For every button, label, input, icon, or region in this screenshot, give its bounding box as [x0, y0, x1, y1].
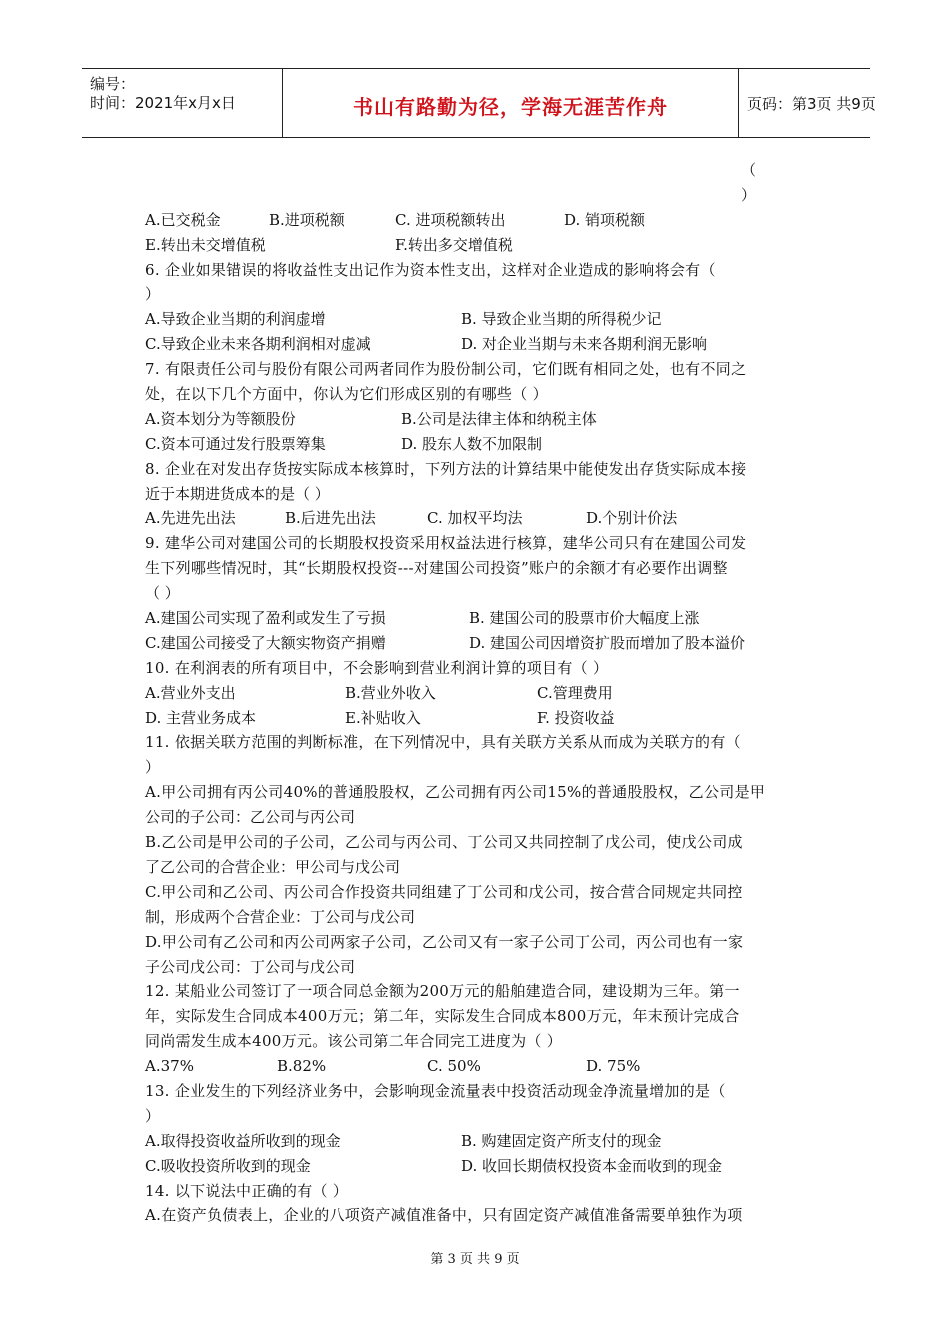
option-a: A.资本划分为等额股份 [145, 409, 296, 428]
option-c: C.管理费用 [537, 683, 613, 702]
option-c: C.甲公司和乙公司、丙公司合作投资共同组建了丁公司和戊公司，按合营合同规定共同控 [145, 882, 743, 901]
option-row [145, 606, 810, 631]
header-page-cell [739, 69, 876, 137]
option-row [145, 1129, 810, 1154]
option-a: A.取得投资收益所收到的现金 [145, 1131, 341, 1150]
option-row [145, 307, 810, 332]
question-10: 10. 在利润表的所有项目中，不会影响到营业利润计算的项目有（ ） [145, 658, 609, 677]
question-6: 6. 企业如果错误的将收益性支出记作为资本性支出，这样对企业造成的影响将会有（ [145, 260, 716, 279]
option-a: A.先进先出法 [145, 509, 236, 528]
option-row [145, 681, 810, 706]
option-c: C.建国公司接受了大额实物资产捐赠 [145, 633, 386, 652]
option-row [145, 506, 810, 531]
option-a: A.甲公司拥有丙公司40%的普通股股权，乙公司拥有丙公司15%的普通股股权，乙公司是甲 [145, 783, 766, 802]
text-line: 同尚需发生成本400万元。该公司第二年合同完工进度为（ ） [145, 1032, 563, 1051]
option-a: A.已交税金 [145, 210, 221, 229]
option-e: E.补贴收入 [345, 708, 421, 727]
option-d: D.个别计价法 [586, 509, 678, 528]
option-a: A.在资产负债表上，企业的八项资产减值准备中，只有固定资产减值准备需要单独作为项 [145, 1206, 743, 1225]
option-row [145, 1054, 810, 1079]
option-d: D. 建国公司因增资扩股而增加了股本溢价 [469, 633, 746, 652]
text-line: ） [145, 758, 161, 777]
option-b: B.公司是法律主体和纳税主体 [401, 409, 597, 428]
page-info: 页码：第3页 共9页 [747, 95, 876, 113]
text-line: （ ） [145, 584, 180, 603]
option-row [145, 1154, 810, 1179]
option-d: D. 75% [586, 1057, 641, 1076]
text-line: 生下列哪些情况时，其“长期股权投资---对建国公司投资”账户的余额才有必要作出调整 [145, 559, 728, 578]
option-c: C. 进项税额转出 [395, 210, 506, 229]
text-line [145, 183, 810, 208]
option-d: D. 收回长期债权投资本金而收到的现金 [461, 1156, 723, 1175]
option-row [145, 407, 810, 432]
option-b: B. 购建固定资产所支付的现金 [461, 1131, 662, 1150]
question-12: 12. 某船业公司签订了一项合同总金额为200万元的船舶建造合同，建设期为三年。第一 [145, 982, 740, 1001]
text-line: 年，实际发生合同成本400万元；第二年，实际发生合同成本800万元，年末预计完成合 [145, 1007, 740, 1026]
option-c: C.吸收投资所收到的现金 [145, 1156, 311, 1175]
option-b: B. 导致企业当期的所得税少记 [461, 310, 662, 329]
option-b: B.乙公司是甲公司的子公司，乙公司与丙公司、丁公司又共同控制了戊公司，使戊公司成 [145, 833, 743, 852]
text-line: 了乙公司的合营企业：甲公司与戊公司 [145, 857, 401, 876]
option-a: A.营业外支出 [145, 683, 236, 702]
option-row [145, 332, 810, 357]
question-13: 13. 企业发生的下列经济业务中，会影响现金流量表中投资活动现金净流量增加的是（ [145, 1081, 726, 1100]
option-d: D. 股东人数不加限制 [401, 434, 543, 453]
option-a: A.37% [145, 1057, 194, 1076]
option-c: C. 50% [427, 1057, 481, 1076]
question-9: 9. 建华公司对建国公司的长期股权投资采用权益法进行核算，建华公司只有在建国公司发 [145, 534, 747, 553]
option-c: C.导致企业未来各期利润相对虚减 [145, 335, 371, 354]
date-line: 时间：2021年x月x日 [90, 94, 236, 112]
question-7: 7. 有限责任公司与股份有限公司两者同作为股份制公司，它们既有相同之处，也有不同之 [145, 360, 747, 379]
option-row [145, 432, 810, 457]
bracket-open: （ [741, 161, 757, 179]
bracket-close: ） [741, 185, 757, 204]
option-b: B.后进先出法 [285, 509, 376, 528]
option-a: A.导致企业当期的利润虚增 [145, 310, 326, 329]
option-row [145, 631, 810, 656]
page-header [82, 68, 876, 138]
option-d: D. 主营业务成本 [145, 708, 257, 727]
question-11: 11. 依据关联方范围的判断标准，在下列情况中，具有关联方关系从而成为关联方的有（ [145, 733, 741, 752]
option-c: C. 加权平均法 [427, 509, 523, 528]
option-row [145, 208, 810, 233]
text-line: 制，形成两个合营企业：丁公司与戊公司 [145, 907, 416, 926]
page-footer: 第 3 页 共 9 页 [430, 1252, 520, 1267]
option-f: F.转出多交增值税 [395, 235, 513, 254]
question-14: 14. 以下说法中正确的有（ ） [145, 1181, 349, 1200]
option-b: B.82% [277, 1057, 327, 1076]
motto-text: 书山有路勤为径，学海无涯苦作舟 [353, 95, 668, 119]
text-line: ） [145, 285, 161, 304]
text-line: 处，在以下几个方面中，你认为它们形成区别的有哪些（ ） [145, 385, 548, 404]
text-line [145, 158, 810, 183]
option-b: B.进项税额 [269, 210, 345, 229]
text-line: 子公司戊公司：丁公司与戊公司 [145, 957, 356, 976]
question-body [145, 158, 810, 1228]
option-d: D. 销项税额 [564, 210, 646, 229]
option-b: B. 建国公司的股票市价大幅度上涨 [469, 609, 700, 628]
option-a: A.建国公司实现了盈利或发生了亏损 [145, 609, 386, 628]
question-8: 8. 企业在对发出存货按实际成本核算时，下列方法的计算结果中能使发出存货实际成本接 [145, 459, 747, 478]
text-line: ） [145, 1106, 161, 1125]
option-d: D.甲公司有乙公司和丙公司两家子公司，乙公司又有一家子公司丁公司，丙公司也有一家 [145, 932, 744, 951]
text-line: 公司的子公司：乙公司与丙公司 [145, 808, 356, 827]
option-b: B.营业外收入 [345, 683, 436, 702]
header-left-cell [82, 69, 282, 137]
option-row [145, 233, 810, 258]
header-motto-cell [282, 69, 739, 137]
option-c: C.资本可通过发行股票筹集 [145, 434, 326, 453]
option-f: F. 投资收益 [537, 708, 615, 727]
serial-label: 编号： [90, 75, 136, 93]
option-e: E.转出未交增值税 [145, 235, 266, 254]
text-line: 近于本期进货成本的是（ ） [145, 484, 330, 503]
option-row [145, 706, 810, 731]
option-d: D. 对企业当期与未来各期利润无影响 [461, 335, 708, 354]
